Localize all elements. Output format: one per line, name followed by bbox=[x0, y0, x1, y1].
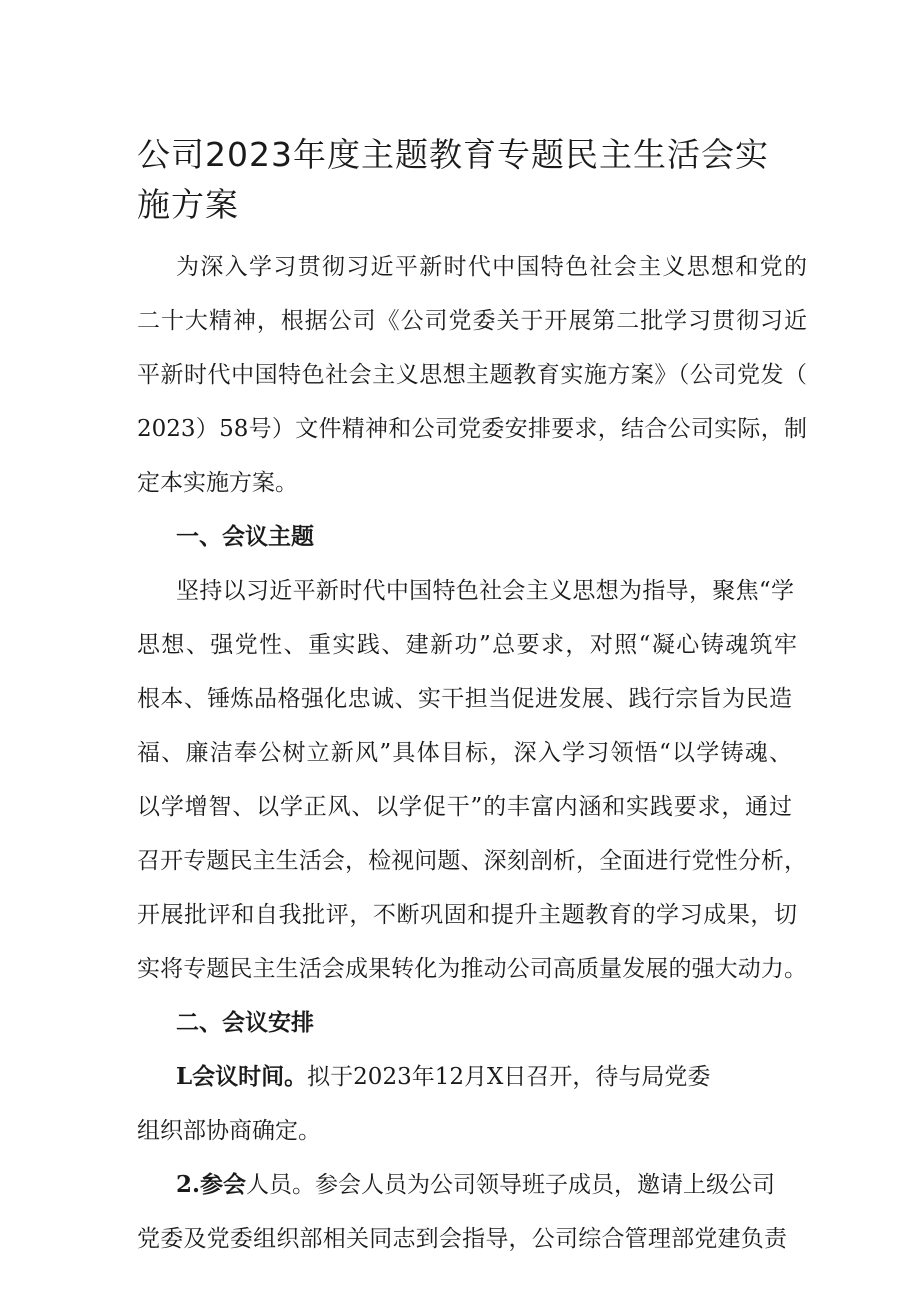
intro-line: 平新时代中国特色社会主义思想主题教育实施方案》（公司党发（ bbox=[137, 362, 807, 388]
section1-line: 根本、锤炼品格强化忠诚、实干担当促进发展、践行宗旨为民造 bbox=[137, 686, 792, 712]
section1-line: 坚持以习近平新时代中国特色社会主义思想为指导，聚焦“学 bbox=[176, 578, 794, 604]
document-title bbox=[137, 130, 797, 230]
item-attendees bbox=[176, 1170, 846, 1200]
section1-line: 以学增智、以学正风、以学促干”的丰富内涵和实践要求，通过 bbox=[137, 794, 792, 820]
item-continuation: 党委及党委组织部相关同志到会指导，公司综合管理部党建负责 bbox=[137, 1226, 787, 1252]
title-line-2: 施方案 bbox=[137, 185, 239, 224]
title-line-1: 公司2023年度主题教育专题民主生活会实 bbox=[137, 135, 769, 174]
intro-line: 定本实施方案。 bbox=[137, 470, 298, 496]
intro-line: 2023）58号）文件精神和公司党委安排要求，结合公司实际，制 bbox=[137, 416, 807, 442]
section1-line: 思想、强党性、重实践、建新功”总要求，对照“凝心铸魂筑牢 bbox=[137, 632, 797, 658]
item-text: 人员。参会人员为公司领导班子成员，邀请上级公司 bbox=[246, 1172, 776, 1198]
section-heading-2: 二、会议安排 bbox=[176, 1009, 314, 1036]
item-label: 2.参会 bbox=[176, 1171, 247, 1198]
item-label: L会议时间。 bbox=[176, 1063, 308, 1090]
intro-line: 二十大精神，根据公司《公司党委关于开展第二批学习贯彻习近 bbox=[137, 308, 807, 334]
item-continuation: 组织部协商确定。 bbox=[137, 1118, 321, 1144]
section1-line: 开展批评和自我批评，不断巩固和提升主题教育的学习成果，切 bbox=[137, 902, 797, 928]
item-text: 拟于2023年12月X日召开，待与局党委 bbox=[307, 1064, 711, 1090]
section1-line: 福、廉洁奉公树立新风”具体目标，深入学习领悟“以学铸魂、 bbox=[137, 740, 792, 766]
item-meeting-time bbox=[176, 1062, 846, 1092]
section1-line: 实将专题民主生活会成果转化为推动公司高质量发展的强大动力。 bbox=[137, 956, 807, 982]
section-heading-1: 一、会议主题 bbox=[176, 523, 314, 550]
intro-line: 为深入学习贯彻习近平新时代中国特色社会主义思想和党的 bbox=[176, 254, 807, 280]
section1-line: 召开专题民主生活会，检视问题、深刻剖析，全面进行党性分析， bbox=[137, 848, 807, 874]
